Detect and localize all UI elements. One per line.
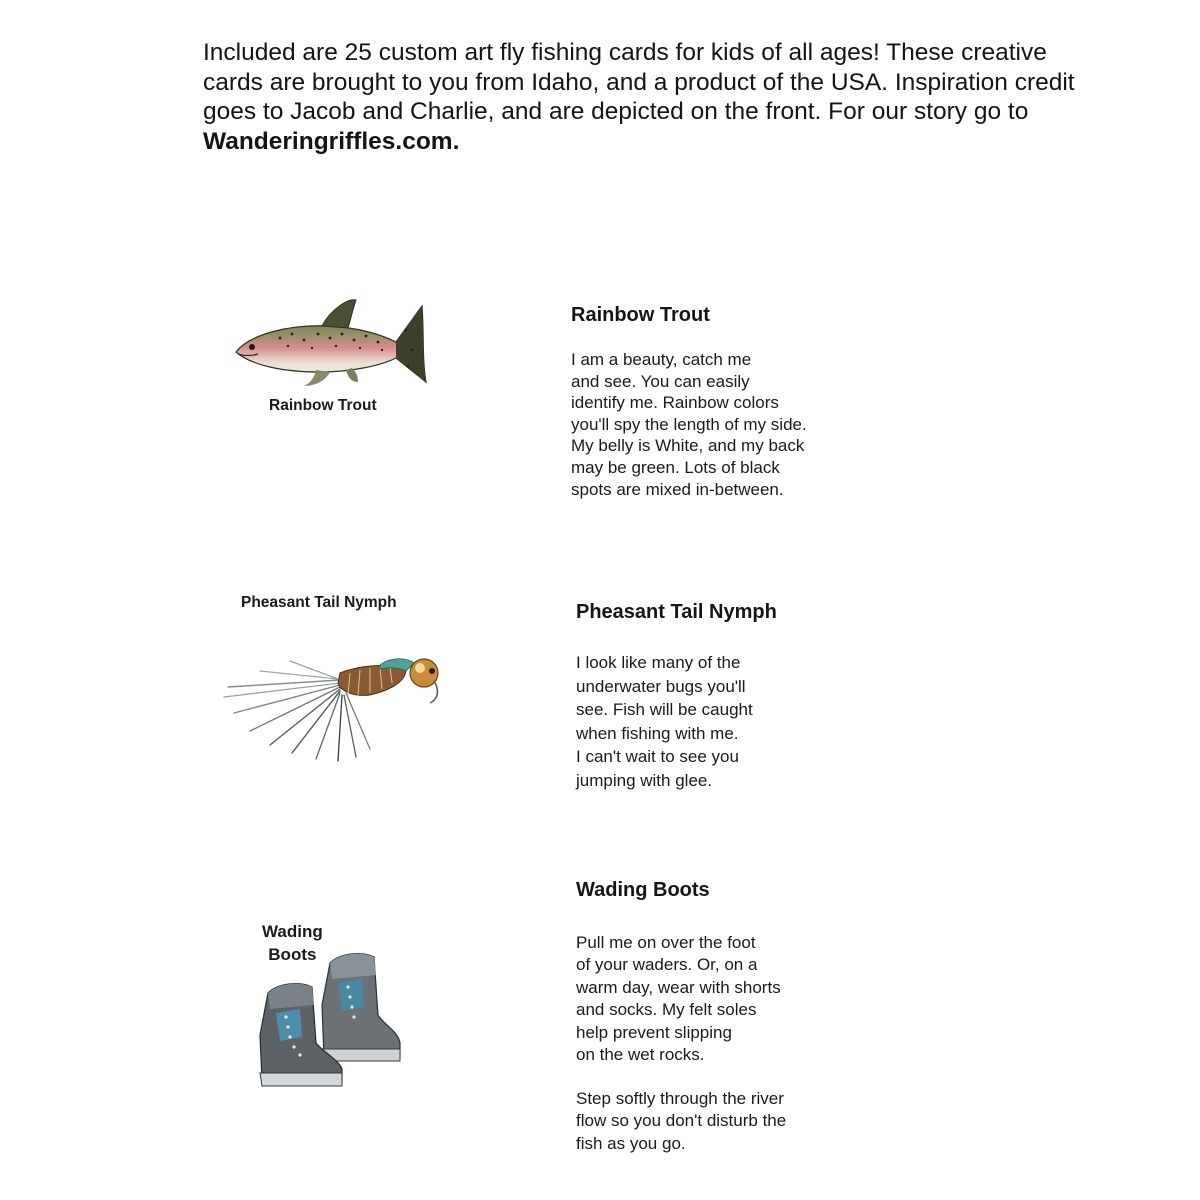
rainbow-trout-image-label: Rainbow Trout — [269, 397, 377, 414]
pheasant-tail-nymph-title: Pheasant Tail Nymph — [576, 601, 777, 623]
wading-boots-title: Wading Boots — [576, 879, 710, 901]
wading-boots-tip: Step softly through the river flow so you don't disturb the fish as you go. — [576, 1089, 787, 1153]
wading-boots-description: Pull me on over the foot of your waders. Or, on a warm day, wear with shorts and socks. My felt soles help prevent slipping on the wet rocks. — [576, 933, 781, 1065]
intro-text: Included are 25 custom art fly fishing cards for kids of all ages! These creative cards are brought to you from Idaho, and a product of the USA. Inspiration credit goes to Jacob and Charlie, and are depicted on the front. For our story go to — [203, 39, 1075, 125]
wading-boots-illustration — [250, 945, 410, 1090]
wading-boots-label-line1: Wading — [262, 922, 323, 941]
rainbow-trout-title: Rainbow Trout — [571, 304, 710, 326]
wading-boots-label-line2: Boots — [268, 945, 317, 964]
pheasant-tail-nymph-illustration — [220, 635, 450, 765]
rainbow-trout-illustration — [230, 290, 430, 390]
rainbow-trout-description: I am a beauty, catch me and see. You can easily identify me. Rainbow colors you'll spy the length of my side. My belly is White, and my back may be green. Lots of black spots are mixed in-between. — [571, 350, 807, 499]
pheasant-tail-nymph-description: I look like many of the underwater bugs you'll see. Fish will be caught when fishing with me. I can't wait to see you jumping with glee. — [576, 653, 753, 790]
website-link[interactable]: Wanderingriffles.com. — [203, 127, 460, 155]
pheasant-tail-nymph-image-label: Pheasant Tail Nymph — [241, 594, 397, 611]
intro-paragraph — [203, 38, 1083, 156]
